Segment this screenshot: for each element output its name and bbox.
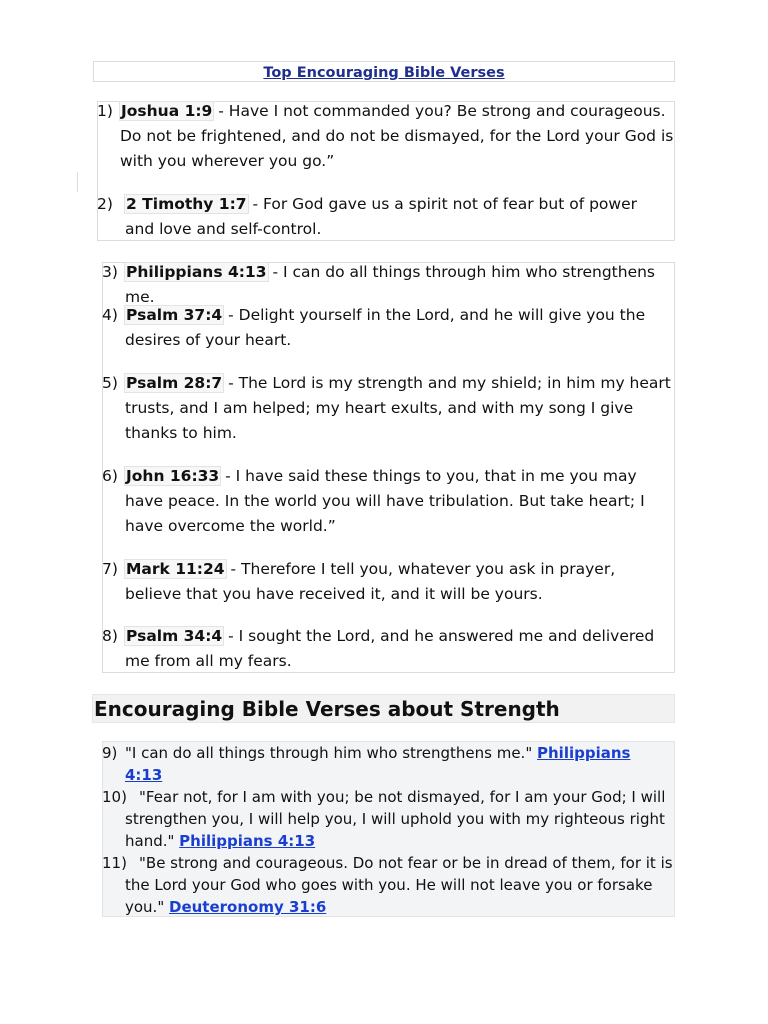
verse-item-5 — [102, 371, 677, 446]
verse-item-6 — [102, 464, 677, 539]
verse-reference: 2 Timothy 1:7 — [126, 195, 247, 213]
divider — [77, 172, 78, 192]
verse-item-7 — [102, 557, 677, 607]
strength-verse-item-10 — [102, 786, 677, 852]
verse-item-3 — [102, 260, 677, 306]
verse-number: 1) — [97, 102, 113, 120]
title-box — [93, 61, 675, 82]
verse-number: 11) — [102, 854, 127, 872]
verse-item-4 — [102, 303, 677, 353]
verse-text: - For God gave us a spirit not of fear but of power and love and self-control. — [125, 195, 637, 238]
verse-reference: Psalm 37:4 — [126, 306, 223, 324]
verse-text: - The Lord is my strength and my shield; in him my heart trusts, and I am helped; my heart exults, and with my song I give thanks to him. — [125, 374, 671, 442]
page-title-link[interactable]: Top Encouraging Bible Verses — [263, 65, 505, 81]
verse-number: 5) — [102, 374, 118, 392]
verse-reference-link[interactable]: Philippians 4:13 — [125, 744, 631, 784]
verse-reference: Joshua 1:9 — [121, 102, 213, 120]
verse-text: - I sought the Lord, and he answered me and delivered me from all my fears. — [125, 627, 655, 670]
verse-text: - I have said these things to you, that in me you may have peace. In the world you will have tribulation. But take heart; I have overcome the world.” — [125, 467, 645, 535]
verse-text: - I can do all things through him who strengthens me. — [125, 263, 656, 306]
verse-number: 9) — [102, 744, 118, 762]
verse-text: - Therefore I tell you, whatever you ask in prayer, believe that you have received it, and it will be yours. — [125, 560, 616, 603]
strength-verse-item-9 — [102, 742, 677, 786]
verse-text: "Be strong and courageous. Do not fear or be in dread of them, for it is the Lord your God who goes with you. He will not leave you or forsake you." — [125, 854, 673, 916]
verse-reference-link[interactable]: Philippians 4:13 — [179, 832, 316, 850]
verse-reference: Mark 11:24 — [126, 560, 225, 578]
verse-text: "I can do all things through him who strengthens me." — [125, 744, 537, 762]
verse-item-2 — [97, 192, 677, 242]
verse-reference-link[interactable]: Deuteronomy 31:6 — [169, 898, 327, 916]
verse-item-1 — [97, 99, 677, 175]
verse-number: 10) — [102, 788, 127, 806]
section-heading-box — [92, 694, 675, 723]
verse-number: 7) — [102, 560, 118, 578]
verse-text: - Delight yourself in the Lord, and he will give you the desires of your heart. — [125, 306, 646, 349]
verse-reference: Psalm 28:7 — [126, 374, 223, 392]
verse-item-8 — [102, 624, 677, 674]
verse-number: 6) — [102, 467, 118, 485]
verse-text: "Fear not, for I am with you; be not dismayed, for I am your God; I will strengthen you, I will help you, I will uphold you with my righteous right hand." — [125, 788, 666, 850]
verse-number: 3) — [102, 263, 118, 281]
verse-reference: John 16:33 — [126, 467, 220, 485]
verse-number: 8) — [102, 627, 118, 645]
verse-number: 4) — [102, 306, 118, 324]
section-heading: Encouraging Bible Verses about Strength — [94, 697, 560, 721]
strength-verse-item-11 — [102, 852, 677, 918]
verse-text: - Have I not commanded you? Be strong and courageous. Do not be frightened, and do not be dismayed, for the Lord your God is with you wherever you go.” — [120, 102, 674, 170]
verse-number: 2) — [97, 195, 113, 213]
verse-reference: Philippians 4:13 — [126, 263, 267, 281]
verse-reference: Psalm 34:4 — [126, 627, 223, 645]
